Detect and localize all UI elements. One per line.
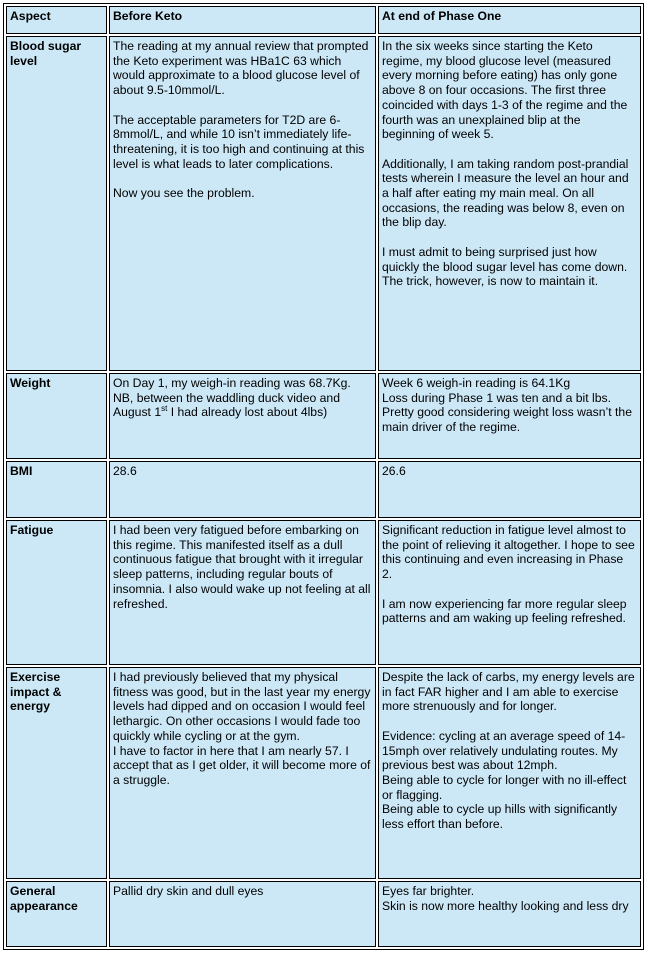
after-cell: 26.6 bbox=[378, 461, 641, 518]
paragraph: I am now experiencing far more regular sleep patterns and am waking up feeling refreshed. bbox=[382, 596, 627, 626]
text-line: Evidence: cycling at an average speed of 14-15mph over relatively undulating routes. My previous best was about 12mph. bbox=[382, 728, 626, 773]
paragraph: The acceptable parameters for T2D are 6-8mmol/L, and while 10 isn’t immediately life-threatening, it is too high and continuing at this level is what leads to later complications. bbox=[113, 112, 365, 171]
before-cell bbox=[109, 36, 376, 371]
text-line bbox=[113, 391, 371, 420]
paragraph: I must admit to being surprised just how quickly the blood sugar level has come down. The trick, however, is now to maintain it. bbox=[382, 244, 628, 289]
after-cell bbox=[378, 881, 641, 947]
paragraph: Despite the lack of carbs, my energy levels are in fact FAR higher and I am able to exercise more strenuously and for longer. bbox=[382, 670, 635, 714]
row-label: General appearance bbox=[6, 881, 107, 947]
header-end-phase-one: At end of Phase One bbox=[378, 6, 641, 34]
before-cell: 28.6 bbox=[109, 461, 376, 518]
text-line: Skin is now more healthy looking and less dry bbox=[382, 898, 629, 913]
text-line: Being able to cycle up hills with significantly less effort than before. bbox=[382, 802, 618, 832]
comparison-table bbox=[3, 3, 644, 950]
paragraph: The reading at my annual review that prompted the Keto experiment was HBa1C 63 which would approximate to a blood glucose level of about 9.5-10mmol/L. bbox=[113, 39, 369, 98]
header-before-keto: Before Keto bbox=[109, 6, 376, 34]
before-cell bbox=[109, 520, 376, 665]
row-label: BMI bbox=[6, 461, 107, 518]
row-label: Exercise impact & energy bbox=[6, 667, 107, 879]
table-row-fatigue bbox=[6, 520, 641, 665]
after-cell bbox=[378, 36, 641, 371]
before-cell bbox=[109, 373, 376, 459]
text-line: On Day 1, my weigh-in reading was 68.7Kg. bbox=[113, 376, 351, 390]
before-cell bbox=[109, 667, 376, 879]
paragraph: Now you see the problem. bbox=[113, 186, 255, 200]
text-line: I had previously believed that my physical fitness was good, but in the last year my energy levels had dipped and on occasion I would feel lethargic. On other occasions I would fade too quickly while cycling or at the gym. bbox=[113, 670, 371, 743]
after-cell bbox=[378, 667, 641, 879]
text-line: I have to factor in here that I am nearly 57. I accept that as I get older, it will become more of a struggle. bbox=[113, 743, 371, 787]
row-label: Blood sugar level bbox=[6, 36, 107, 371]
table-row-blood-sugar bbox=[6, 36, 641, 371]
text-fragment: NB, between the waddling duck video and August 1 bbox=[113, 390, 340, 420]
table-row-appearance bbox=[6, 881, 641, 947]
row-label: Fatigue bbox=[6, 520, 107, 665]
table-row-bmi bbox=[6, 461, 641, 518]
table-header-row bbox=[6, 6, 641, 34]
text-line: Being able to cycle for longer with no ill-effect or flagging. bbox=[382, 772, 627, 802]
after-cell bbox=[378, 373, 641, 459]
table-row-exercise bbox=[6, 667, 641, 879]
paragraph: In the six weeks since starting the Keto regime, my blood glucose level (measured every morning before eating) has only gone above 8 on four occasions. The first three coincided with days 1-3 of the regime and the fourth was an unexplained blip at the beginning of week 5. bbox=[382, 39, 628, 142]
header-aspect: Aspect bbox=[6, 6, 107, 34]
paragraph: I had been very fatigued before embarking on this regime. This manifested itself as a dull continuous fatigue that brought with it irregular sleep patterns, including regular bouts of insomnia. I also would wake up not feeling at all refreshed. bbox=[113, 523, 371, 611]
text-line: Eyes far brighter. bbox=[382, 884, 475, 898]
text-line: Week 6 weigh-in reading is 64.1Kg bbox=[382, 376, 571, 390]
row-label: Weight bbox=[6, 373, 107, 459]
paragraph: Additionally, I am taking random post-prandial tests wherein I measure the level an hour and a half after eating my main meal. On all occasions, the reading was below 8, even on the blip day. bbox=[382, 156, 629, 230]
text-fragment: I had already lost about 4lbs) bbox=[167, 405, 328, 420]
superscript: st bbox=[161, 404, 168, 414]
text-line: Pretty good considering weight loss wasn’t the main driver of the regime. bbox=[382, 405, 632, 435]
text-line: Loss during Phase 1 was ten and a bit lbs. bbox=[382, 390, 611, 405]
after-cell bbox=[378, 520, 641, 665]
table-row-weight bbox=[6, 373, 641, 459]
paragraph: Significant reduction in fatigue level almost to the point of relieving it altogether. I hope to see this continuing and even increasing in Phase 2. bbox=[382, 523, 635, 582]
before-cell: Pallid dry skin and dull eyes bbox=[109, 881, 376, 947]
